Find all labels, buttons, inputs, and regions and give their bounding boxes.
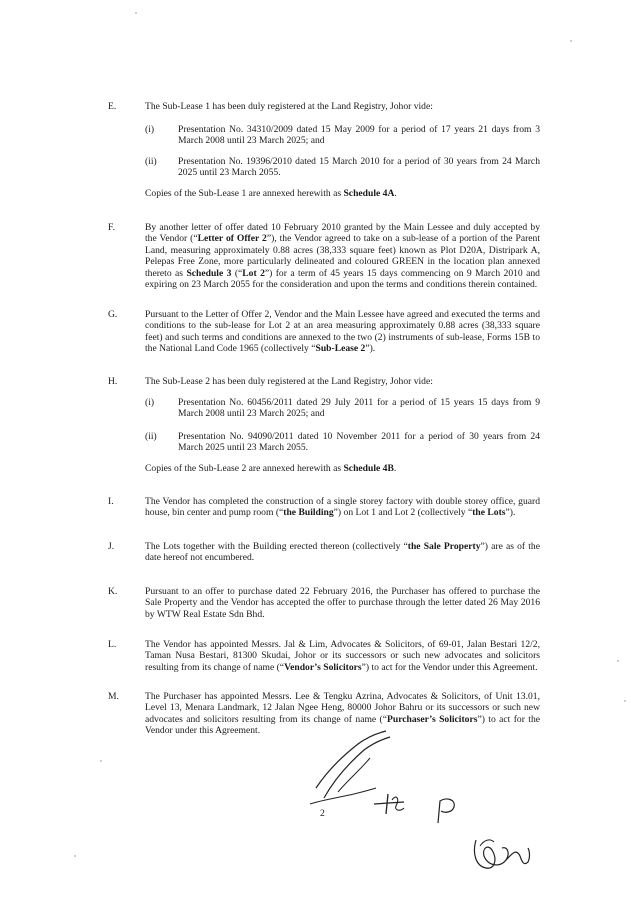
sub-item-text: Presentation No. 34310/2009 dated 15 May 2009 for a period of 17 years 21 days from 3 March 2008 until 23 March 2025; and: [178, 124, 540, 147]
sub-item-text: Presentation No. 94090/2011 dated 10 November 2011 for a period of 30 years from 24 March 2025 until 23 March 2055.: [178, 431, 540, 454]
clause-copies-note: Copies of the Sub-Lease 2 are annexed herewith as Schedule 4B.: [145, 463, 397, 474]
clause-intro: The Sub-Lease 1 has been duly registered at the Land Registry, Johor vide:: [145, 101, 433, 112]
sub-item-number: (i): [145, 397, 155, 408]
clause-letter: H.: [108, 376, 118, 387]
signature-bottom-right: [468, 826, 538, 876]
clause-letter: E.: [108, 101, 117, 112]
page-number: 2: [320, 808, 325, 819]
defined-term: Letter of Offer 2: [197, 233, 267, 245]
scan-speck: [624, 700, 626, 702]
initials-p: [432, 795, 462, 825]
scan-speck: [617, 660, 619, 662]
schedule-reference: Schedule 3: [186, 267, 232, 279]
defined-term: the Sale Property: [407, 541, 481, 552]
initials-mark: [370, 790, 410, 818]
schedule-reference: Schedule 4A: [343, 188, 395, 199]
clause-text: Pursuant to the Letter of Offer 2, Vendor and the Main Lessee have agreed and executed the terms and conditions to the sub-lease for Lot 2 at an area measuring approximately 0.88 acres (38,333 square feet) and such terms and conditions are annexed to the two (2) instruments of sub-lease, Forms 15B to the National Land Code 1965 (collectively “Sub-Lease 2”).: [145, 309, 540, 355]
clause-copies-note: Copies of the Sub-Lease 1 are annexed herewith as Schedule 4A.: [145, 188, 397, 199]
sub-item-number: (ii): [145, 431, 157, 442]
sub-item-text: Presentation No. 60456/2011 dated 29 July 2011 for a period of 15 years 15 days from 9 March 2008 until 23 March 2025; and: [178, 397, 540, 420]
clause-letter: F.: [108, 222, 115, 233]
defined-term: the Lots: [472, 507, 506, 519]
sub-item-text: Presentation No. 19396/2010 dated 15 March 2010 for a period of 30 years from 24 March 2025 until 23 March 2055.: [178, 156, 540, 179]
clause-text: The Vendor has appointed Messrs. Jal & Lim, Advocates & Solicitors, of 69-01, Jalan Bestari 12/2, Taman Nusa Bestari, 81300 Skudai, Johor or its successors or such new advocates and solicitors resulting from its change of name (“Vendor’s Solicitors”) to act for the Vendor under this Agreement.: [145, 639, 540, 673]
clause-text: The Lots together with the Building erected thereon (collectively “the Sale Property”) are as of the date hereof not encumbered.: [145, 541, 540, 564]
sub-item-number: (ii): [145, 156, 157, 167]
clause-letter: L.: [108, 639, 117, 650]
scan-speck: [570, 40, 572, 42]
sub-item-number: (i): [145, 124, 155, 135]
clause-letter: M.: [108, 691, 119, 702]
scan-speck: [135, 12, 137, 14]
clause-letter: G.: [108, 309, 118, 320]
defined-term: the Building: [283, 507, 334, 519]
scan-speck: [74, 855, 76, 857]
clause-letter: I.: [108, 496, 114, 507]
defined-term: Purchaser’s Solicitors: [387, 713, 478, 725]
defined-term: Vendor’s Solicitors: [284, 661, 362, 673]
scan-speck: [100, 760, 102, 762]
schedule-reference: Schedule 4B: [343, 463, 394, 474]
clause-text: Pursuant to an offer to purchase dated 22 February 2016, the Purchaser has offered to purchase the Sale Property and the Vendor has accepted the offer to purchase through the letter dated 26 May 2016 by WTW Real Estate Sdn Bhd.: [145, 586, 540, 620]
clause-letter: K.: [108, 586, 118, 597]
clause-letter: J.: [108, 541, 115, 552]
clause-text: The Purchaser has appointed Messrs. Lee & Tengku Azrina, Advocates & Solicitors, of Unit 13.01, Level 13, Menara Landmark, 12 Jalan Ngee Heng, 80000 Johor Bahru or its successors or such new advocates and solicitors resulting from its change of name (“Purchaser’s Solicitors”) to act for the Vendor under this Agreement.: [145, 691, 541, 737]
defined-term: Sub-Lease 2: [315, 343, 366, 355]
clause-text: The Vendor has completed the construction of a single storey factory with double storey office, guard house, bin center and pump room (“the Building”) on Lot 1 and Lot 2 (collectively “the Lots”).: [145, 496, 540, 519]
clause-text: By another letter of offer dated 10 February 2010 granted by the Main Lessee and duly accepted by the Vendor (“Letter of Offer 2”), the Vendor agreed to take on a sub-lease of a portion of the Parent Land, measuring approximately 0.88 acres (38,333 square feet) known as Plot D20A, Distripark A, Pelepas Free Zone, more particularly delineated and coloured GREEN in the location plan annexed thereto as Schedule 3 (“Lot 2”) for a term of 45 years 15 days commencing on 9 March 2010 and expiring on 23 March 2055 for the consideration and upon the terms and conditions therein contained.: [145, 222, 540, 291]
clause-intro: The Sub-Lease 2 has been duly registered at the Land Registry, Johor vide:: [145, 376, 433, 387]
defined-term: Lot 2: [242, 267, 265, 279]
